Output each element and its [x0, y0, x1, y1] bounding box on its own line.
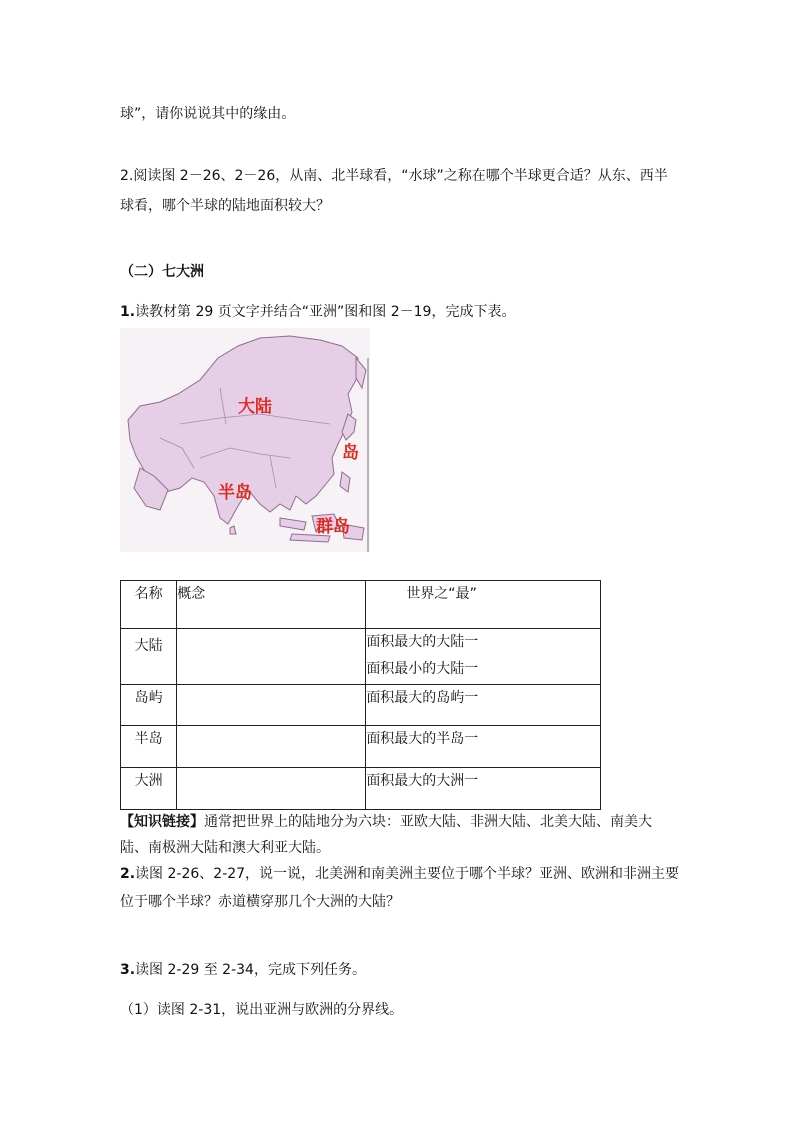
map-label-island: 岛 — [342, 443, 359, 463]
knowledge-link-tag: 【知识链接】 — [120, 814, 204, 830]
knowledge-link-text: 通常把世界上的陆地分为六块：亚欧大陆、非洲大陆、北美大陆、南美大 — [204, 814, 652, 830]
question-2-line-1: 2.阅读图 2－26、2－26，从南、北半球看，“水球”之称在哪个半球更合适？从东、西半 — [120, 168, 668, 184]
table-header-row — [121, 581, 601, 629]
table-row — [121, 726, 601, 768]
table-row — [121, 768, 601, 810]
table-row — [121, 629, 601, 685]
row-name: 半岛 — [121, 726, 177, 768]
map-label-continent: 大陆 — [238, 397, 272, 417]
continents-table — [120, 580, 601, 810]
row-most-line: 面积最小的大陆一 — [366, 661, 479, 677]
row-most: 面积最大的岛屿一 — [366, 685, 601, 726]
row-name: 大洲 — [121, 768, 177, 810]
question-2b-line-2: 位于哪个半球？赤道横穿那几个大洲的大陆？ — [120, 894, 400, 910]
question-2b-text: 读图 2-26、2-27，说一说，北美洲和南美洲主要位于哪个半球？亚洲、欧洲和非洲主要 — [135, 866, 680, 882]
row-name: 岛屿 — [121, 685, 177, 726]
question-2b-number: 2. — [120, 866, 136, 882]
table-row — [121, 685, 601, 726]
row-most — [366, 629, 601, 685]
row-concept — [177, 768, 366, 810]
question-1-text: 读教材第 29 页文字并结合“亚洲”图和图 2－19，完成下表。 — [135, 304, 516, 320]
row-most-line: 面积最大的大陆一 — [366, 634, 479, 650]
asia-map — [120, 328, 370, 552]
row-most: 面积最大的半岛一 — [366, 726, 601, 768]
text-line-1: 球”，请你说说其中的缘由。 — [120, 106, 296, 122]
row-concept — [177, 726, 366, 768]
question-3-text: 读图 2-29 至 2-34，完成下列任务。 — [135, 962, 366, 978]
knowledge-link-line-1 — [120, 812, 652, 832]
question-2-line-2: 球看，哪个半球的陆地面积较大？ — [120, 198, 330, 214]
question-1-number: 1. — [120, 304, 136, 320]
question-3-line — [120, 960, 366, 980]
map-label-peninsula: 半岛 — [218, 483, 252, 503]
knowledge-link-line-2: 陆、南极洲大陆和澳大利亚大陆。 — [120, 840, 330, 856]
question-2b-line-1 — [120, 864, 679, 884]
header-concept: 概念 — [177, 581, 366, 629]
question-3-number: 3. — [120, 962, 136, 978]
header-world-most: 世界之“最” — [366, 581, 601, 629]
row-concept — [177, 629, 366, 685]
question-1-line — [120, 302, 515, 322]
row-most: 面积最大的大洲一 — [366, 768, 601, 810]
row-concept — [177, 685, 366, 726]
row-name: 大陆 — [121, 629, 177, 685]
map-label-archipelago: 群岛 — [316, 517, 350, 537]
section-heading: （二）七大洲 — [120, 264, 204, 280]
asia-map-figure — [120, 328, 370, 552]
header-name: 名称 — [121, 581, 177, 629]
question-3-sub-1: （1）读图 2-31，说出亚洲与欧洲的分界线。 — [120, 1002, 404, 1018]
